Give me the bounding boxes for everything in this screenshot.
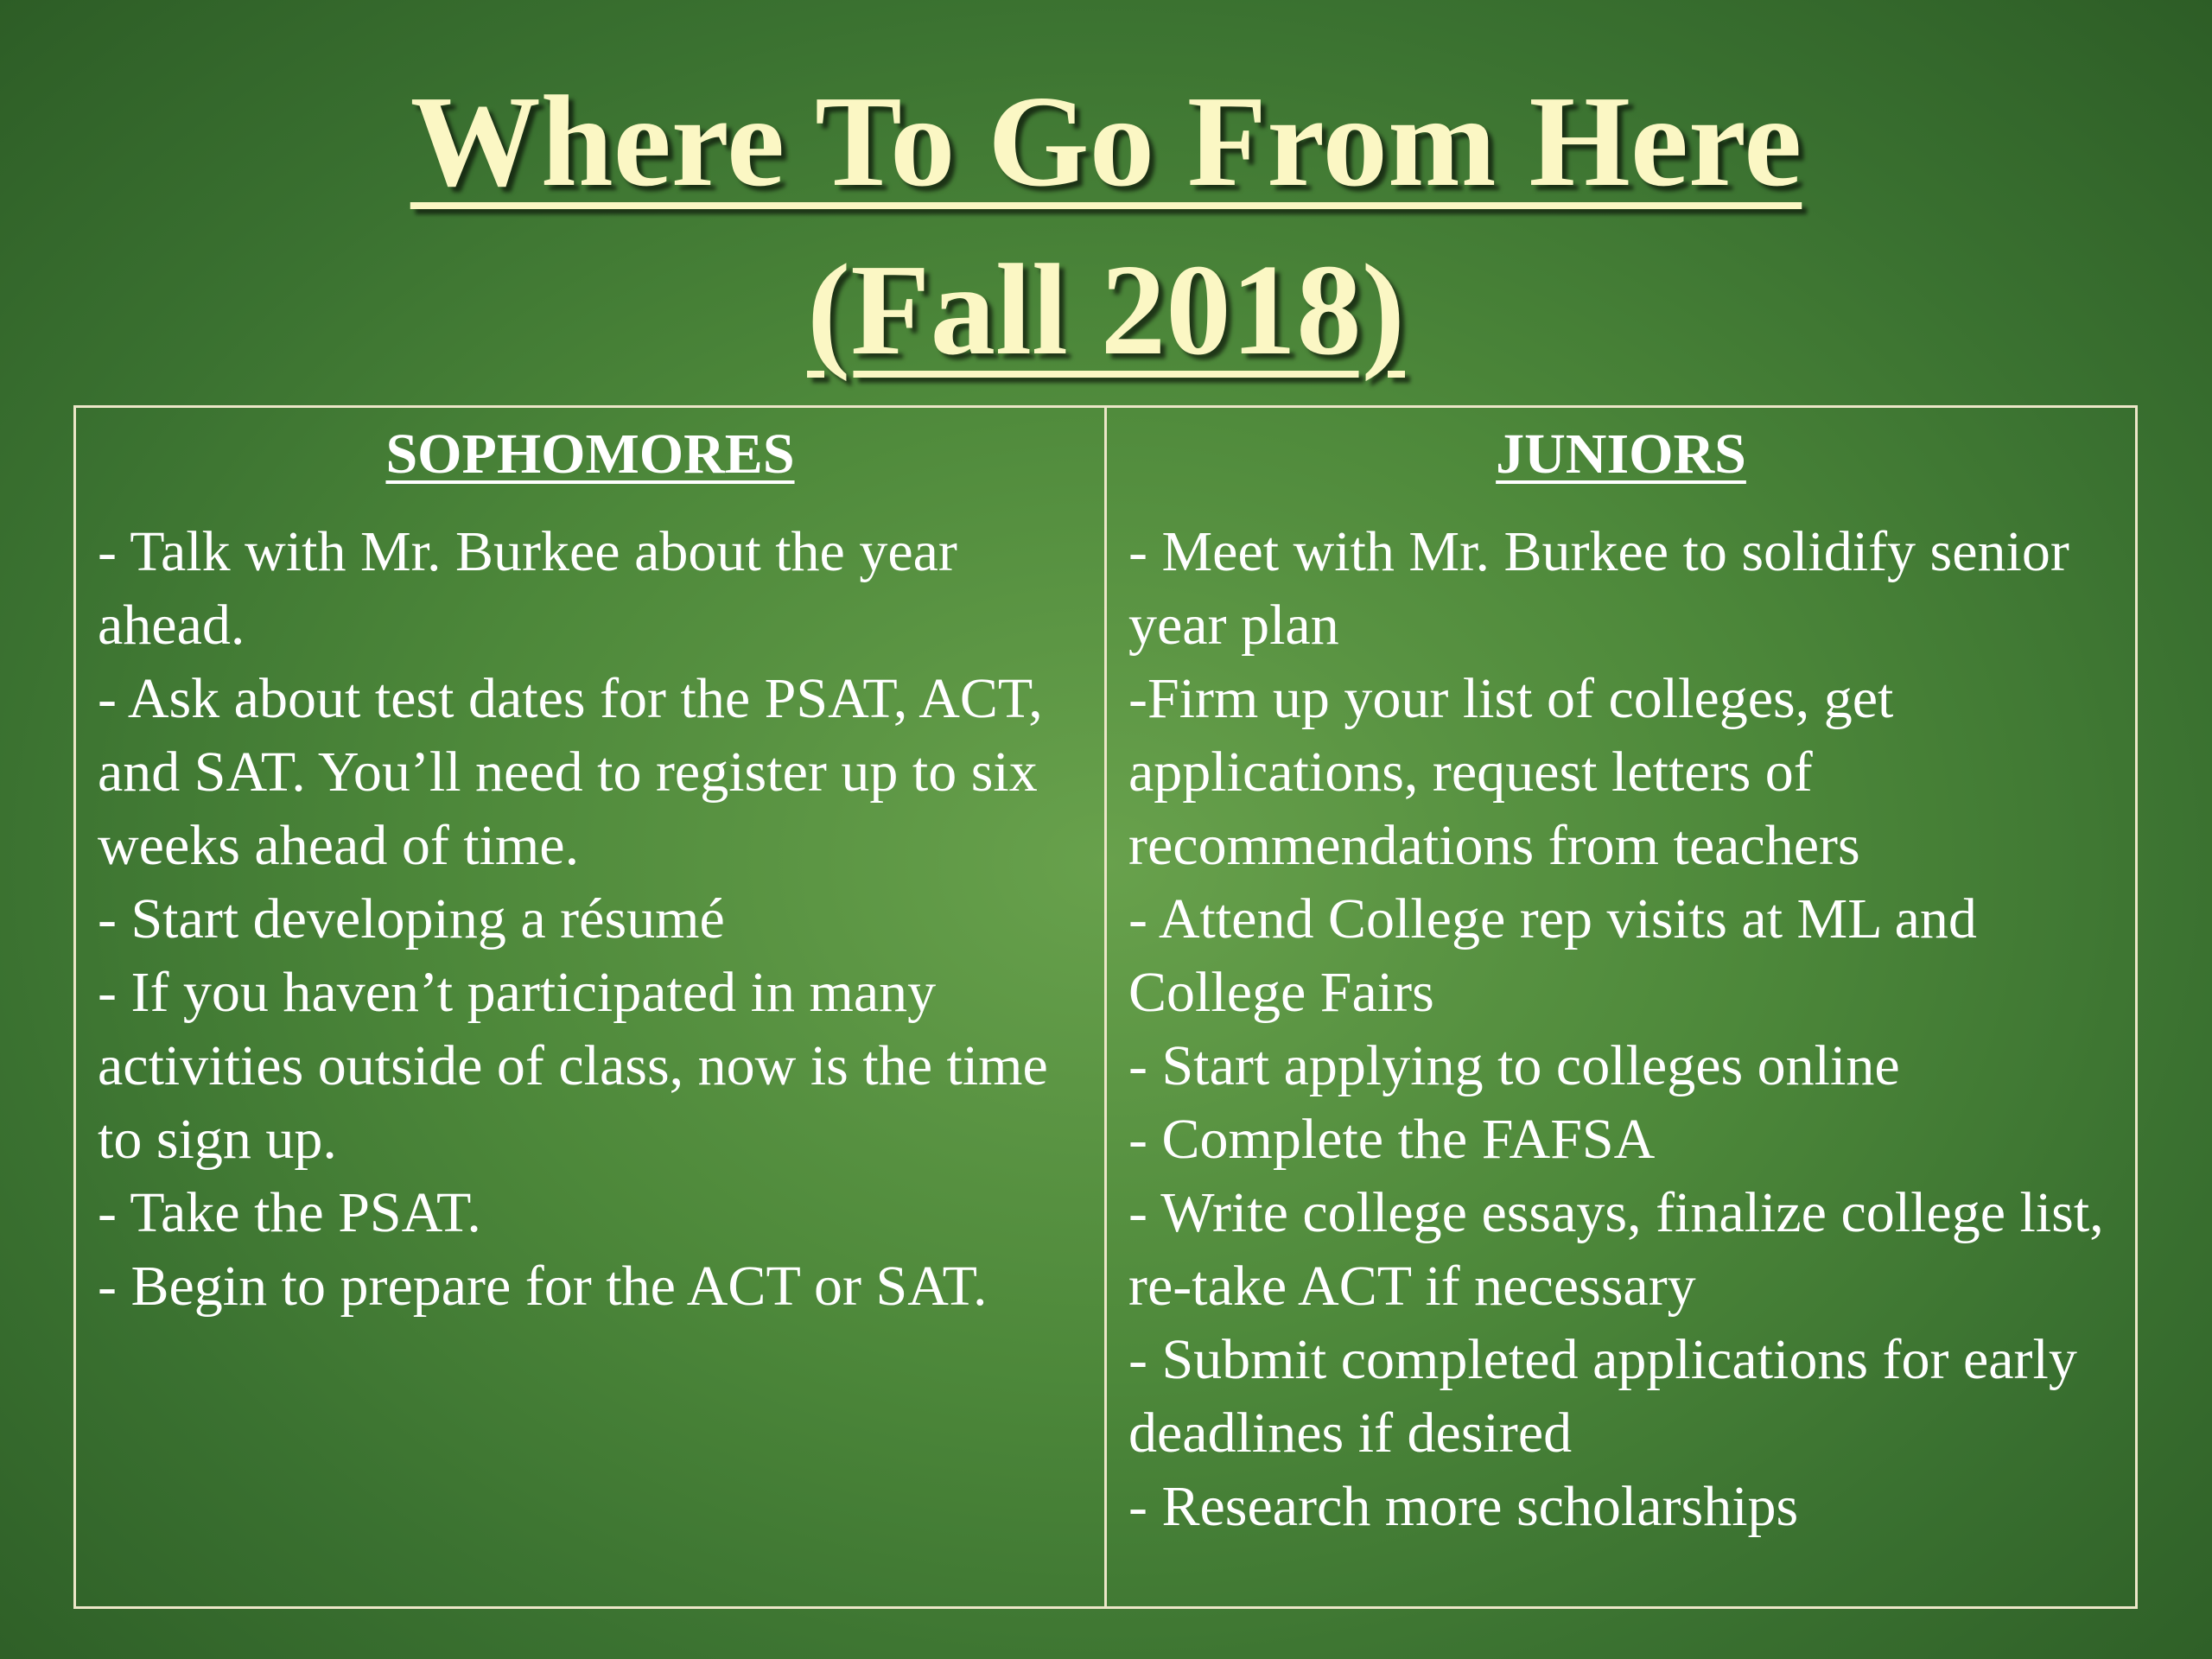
title-line-2 xyxy=(0,226,2212,394)
list-item: - Meet with Mr. Burkee to solidify senior year plan xyxy=(1128,520,2069,657)
sophomores-list xyxy=(98,515,1083,1323)
column-heading-juniors-text: JUNIORS xyxy=(1496,423,1746,486)
column-heading-sophomores xyxy=(98,418,1083,491)
list-item: - Start applying to colleges online xyxy=(1128,1034,1900,1097)
list-item: - Research more scholarships xyxy=(1128,1475,1799,1538)
list-item: - Attend College rep visits at ML and College Fairs xyxy=(1128,887,1977,1024)
list-item: - Write college essays, finalize college list, re-take ACT if necessary xyxy=(1128,1181,2104,1318)
list-item: - Ask about test dates for the PSAT, ACT, and SAT. You’ll need to register up to six weeks ahead of time. xyxy=(98,667,1043,877)
list-item: - Begin to prepare for the ACT or SAT. xyxy=(98,1255,988,1318)
list-item: - Talk with Mr. Burkee about the year ahead. xyxy=(98,520,957,657)
title-line-2-text: (Fall 2018) xyxy=(807,237,1405,382)
two-column-table xyxy=(73,405,2138,1609)
list-item: -Firm up your list of colleges, get applications, request letters of recommendations from teachers xyxy=(1128,667,1894,877)
list-item: - Start developing a résumé xyxy=(98,887,725,950)
column-sophomores xyxy=(76,408,1104,1606)
column-heading-sophomores-text: SOPHOMORES xyxy=(385,423,795,486)
juniors-list xyxy=(1128,515,2113,1543)
column-juniors xyxy=(1104,408,2135,1606)
list-item: - Take the PSAT. xyxy=(98,1181,481,1244)
column-heading-juniors xyxy=(1128,418,2113,491)
title-line-1 xyxy=(0,57,2212,226)
title-line-1-text: Where To Go From Here xyxy=(410,68,1802,213)
list-item: - If you haven’t participated in many activities outside of class, now is the time to sign up. xyxy=(98,961,1048,1171)
list-item: - Complete the FAFSA xyxy=(1128,1108,1656,1171)
slide-title xyxy=(0,57,2212,394)
list-item: - Submit completed applications for early deadlines if desired xyxy=(1128,1328,2077,1465)
